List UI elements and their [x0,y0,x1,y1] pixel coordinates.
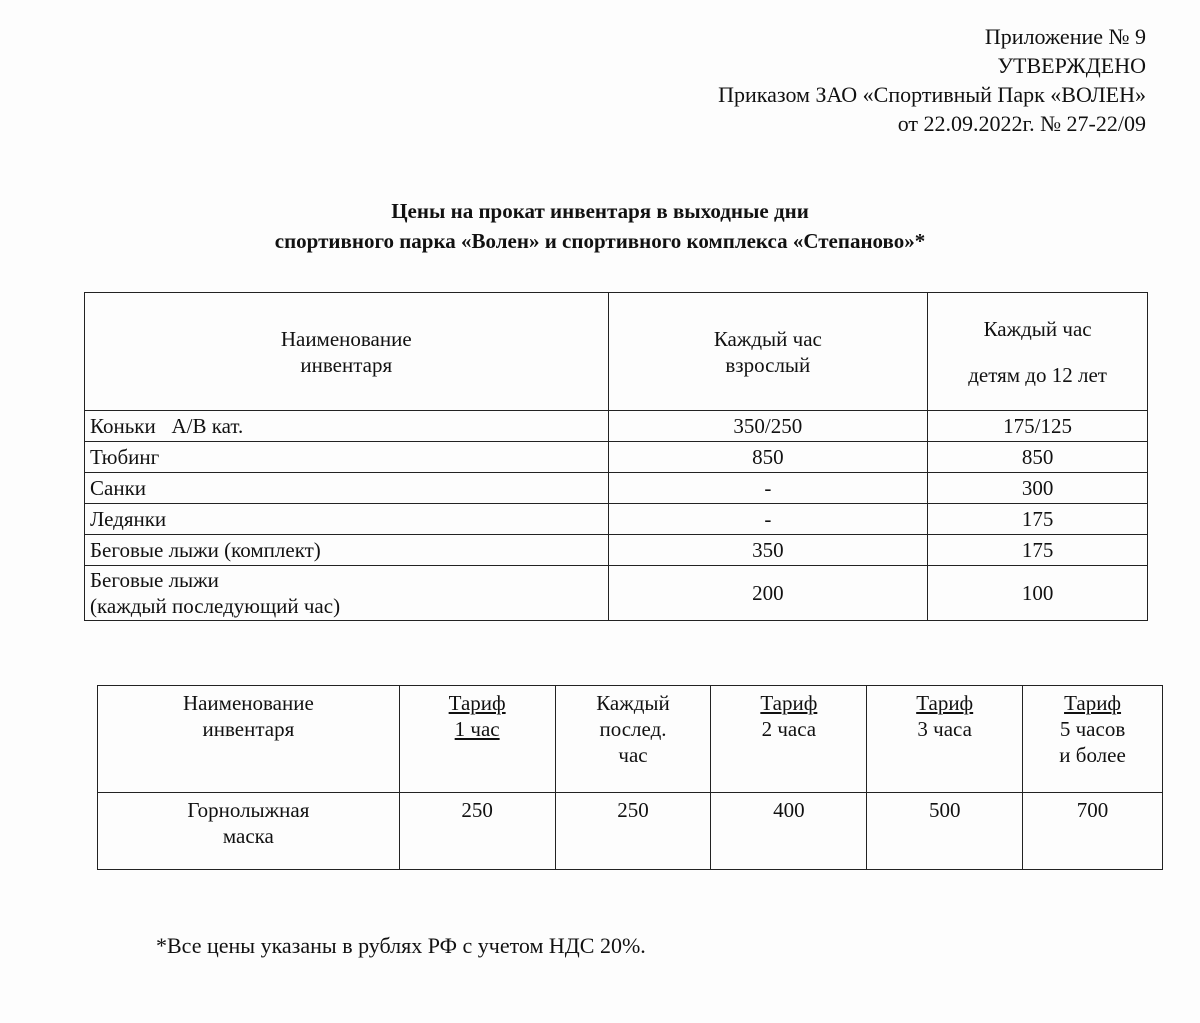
table-row [98,793,1163,870]
item-name: Беговые лыжи (комплект) [85,535,609,566]
item-name: Санки [85,473,609,504]
item-name: Горнолыжная маска [98,793,400,870]
weekend-rental-price-table [84,292,1148,621]
item-name: Беговые лыжи (каждый последующий час) [85,566,609,621]
adult-price: 200 [608,566,928,621]
vat-footnote: *Все цены указаны в рублях РФ с учетом НДС 20%. [156,933,646,958]
table-row [85,411,1148,442]
child-price: 850 [928,442,1148,473]
header-each-next-hour: Каждый послед. час [555,686,711,793]
item-name: Ледянки [85,504,609,535]
header-item-name: Наименование инвентаря [85,293,609,411]
price-5h-plus: 700 [1023,793,1163,870]
header-item-name: Наименование инвентаря [98,686,400,793]
child-price: 300 [928,473,1148,504]
adult-price: 350 [608,535,928,566]
order-issuer: Приказом ЗАО «Спортивный Парк «ВОЛЕН» [718,82,1146,107]
table-row [85,535,1148,566]
price-next-hour: 250 [555,793,711,870]
item-name: Тюбинг [85,442,609,473]
order-date-number: от 22.09.2022г. № 27-22/09 [897,111,1146,136]
header-child-hourly: Каждый час детям до 12 лет [928,293,1148,411]
header-tariff-2h: Тариф 2 часа [711,686,867,793]
table-row [85,473,1148,504]
header-tariff-1h: Тариф 1 час [399,686,555,793]
table-row [85,504,1148,535]
price-3h: 500 [867,793,1023,870]
header-tariff-5h-plus: Тариф 5 часов и более [1023,686,1163,793]
title-line-2: спортивного парка «Волен» и спортивного комплекса «Степаново»* [274,229,926,253]
approved-label: УТВЕРЖДЕНО [997,53,1146,78]
child-price: 175/125 [928,411,1148,442]
table-row [85,566,1148,621]
header-tariff-3h: Тариф 3 часа [867,686,1023,793]
table-header-row [98,686,1163,793]
table-row [85,442,1148,473]
title-line-1: Цены на прокат инвентаря в выходные дни [391,199,809,223]
child-price: 175 [928,504,1148,535]
adult-price: 350/250 [608,411,928,442]
header-adult-hourly: Каждый час взрослый [608,293,928,411]
table-header-row [85,293,1148,411]
approval-header [718,22,1146,138]
adult-price: - [608,473,928,504]
item-name: Коньки А/В кат. [85,411,609,442]
adult-price: 850 [608,442,928,473]
ski-mask-tariff-table [97,685,1163,870]
price-2h: 400 [711,793,867,870]
price-1h: 250 [399,793,555,870]
appendix-number: Приложение № 9 [984,24,1146,49]
child-price: 175 [928,535,1148,566]
document-title [0,196,1200,256]
child-price: 100 [928,566,1148,621]
adult-price: - [608,504,928,535]
